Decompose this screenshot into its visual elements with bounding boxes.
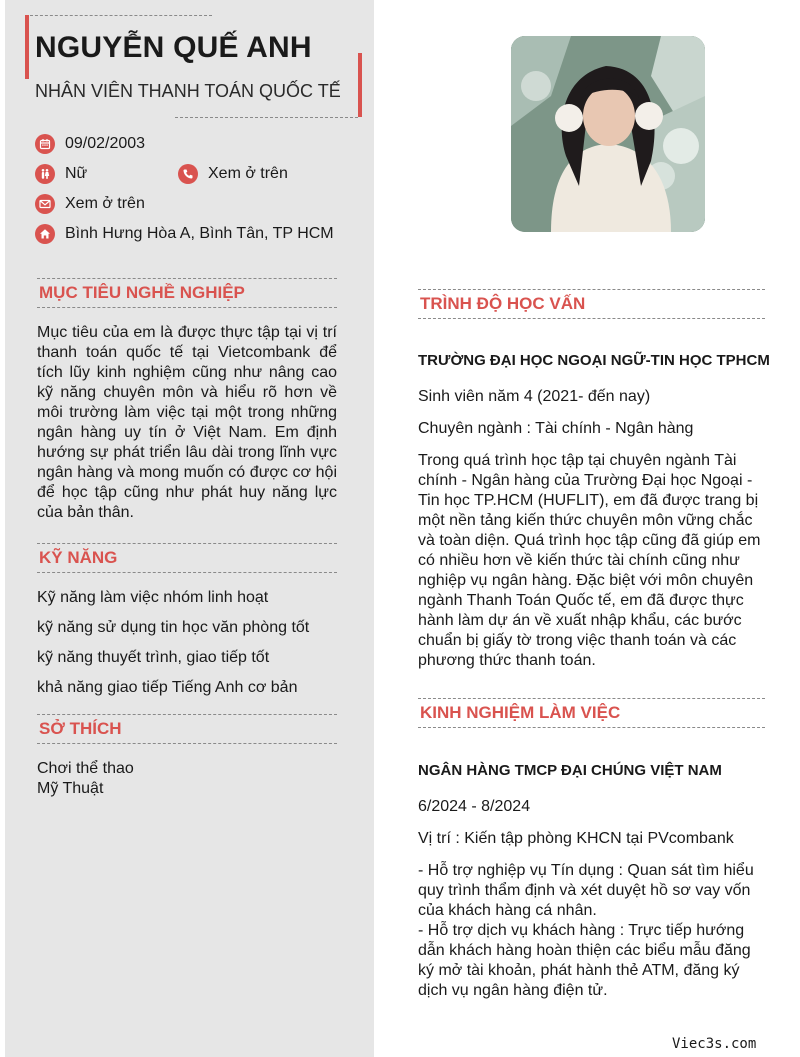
calendar-icon <box>35 134 55 154</box>
sidebar <box>5 0 374 1057</box>
gender-icon <box>35 164 55 184</box>
phone-row <box>178 164 288 184</box>
email: Xem ở trên <box>65 195 145 212</box>
gender-row <box>35 164 87 184</box>
accent-bar <box>358 53 362 117</box>
name-header <box>25 15 362 118</box>
skill-item: khả năng giao tiếp Tiếng Anh cơ bản <box>37 679 298 696</box>
watermark-site: Viec3s.com <box>672 1036 757 1052</box>
full-name: NGUYỄN QUẾ ANH <box>35 31 312 64</box>
hobby-item: Chơi thể thao <box>37 760 134 777</box>
experience-heading: KINH NGHIỆM LÀM VIỆC <box>418 698 765 728</box>
phone: Xem ở trên <box>208 165 288 182</box>
birthdate-row <box>35 134 145 154</box>
divider <box>175 117 358 118</box>
school-name: TRƯỜNG ĐẠI HỌC NGOẠI NGỮ-TIN HỌC TPHCM <box>418 352 770 369</box>
hobbies-heading: SỞ THÍCH <box>37 714 337 744</box>
profile-photo <box>511 36 705 232</box>
objective-heading: MỤC TIÊU NGHỀ NGHIỆP <box>37 278 337 308</box>
address-row <box>35 224 334 244</box>
email-icon <box>35 194 55 214</box>
birthdate: 09/02/2003 <box>65 135 146 152</box>
company-name: NGÂN HÀNG TMCP ĐẠI CHÚNG VIỆT NAM <box>418 762 722 779</box>
email-row <box>35 194 145 214</box>
skill-item: Kỹ năng làm việc nhóm linh hoạt <box>37 589 269 606</box>
accent-bar <box>25 15 29 79</box>
experience-duty: - Hỗ trợ dịch vụ khách hàng : Trực tiếp hướng dẫn khách hàng hoàn thiện các biểu mẫu đăng ký mở tài khoản, phát hành thẻ ATM, đăng ký dịch vụ ngân hàng điện tử. <box>418 922 751 999</box>
experience-period: 6/2024 - 8/2024 <box>418 798 531 815</box>
skill-item: kỹ năng thuyết trình, giao tiếp tốt <box>37 649 270 666</box>
experience-position: Vị trí : Kiến tập phòng KHCN tại PVcombank <box>418 830 734 847</box>
education-period: Sinh viên năm 4 (2021- đến nay) <box>418 388 651 405</box>
skill-item: kỹ năng sử dụng tin học văn phòng tốt <box>37 619 310 636</box>
hobby-item: Mỹ Thuật <box>37 780 104 797</box>
job-title: NHÂN VIÊN THANH TOÁN QUỐC TẾ <box>35 81 341 101</box>
education-description: Trong quá trình học tập tại chuyên ngành Tài chính - Ngân hàng của Trường Đại học Ngoại - Tin học TP.HCM (HUFLIT), em đã được trang bị một nền tảng kiến thức chuyên môn vững chắc và toàn diện. Quá trình học tập cũng đã giúp em có nhiều hơn về kiến thức tài chính cũng như nghiệp vụ ngân hàng. Đặc biệt với môn chuyên ngành Thanh Toán Quốc tế, em đã được thực hành làm dự án về xuất nhập khẩu, các bước chuẩn bị giấy tờ trong việc thanh toán và các phương thức thanh toán. <box>418 452 761 669</box>
profile-photo-illustration <box>511 36 705 232</box>
experience-duty: - Hỗ trợ nghiệp vụ Tín dụng : Quan sát tìm hiểu quy trình thẩm định và xét duyệt hồ sơ vay vốn của khách hàng cá nhân. <box>418 862 754 919</box>
skills-heading: KỸ NĂNG <box>37 543 337 573</box>
objective-text: Mục tiêu của em là được thực tập tại vị trí thanh toán quốc tế tại Vietcombank để tích lũy kinh nghiệm cũng như nâng cao kỹ năng chuyên môn và hiểu rõ hơn về môi trường làm việc tại một trong những ngân hàng uy tín ở Việt Nam. Em định hướng sự phát triển lâu dài trong lĩnh vực ngân hàng và mong muốn có được cơ hội để học tập cũng như phát huy năng lực của bản thân. <box>37 324 337 521</box>
divider <box>25 15 212 16</box>
address: Bình Hưng Hòa A, Bình Tân, TP HCM <box>65 225 334 242</box>
gender: Nữ <box>65 165 88 182</box>
education-major: Chuyên ngành : Tài chính - Ngân hàng <box>418 420 694 437</box>
home-icon <box>35 224 55 244</box>
education-heading: TRÌNH ĐỘ HỌC VẤN <box>418 289 765 319</box>
phone-icon <box>178 164 198 184</box>
